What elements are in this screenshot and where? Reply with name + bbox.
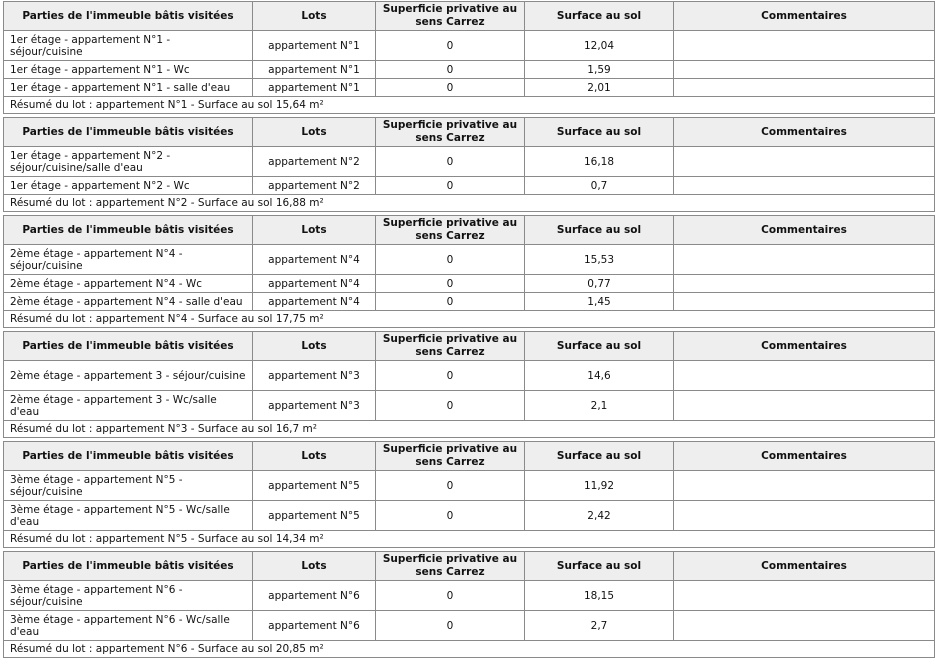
- lot-summary: Résumé du lot : appartement N°6 - Surface au sol 20,85 m²: [4, 641, 935, 658]
- lot-summary: Résumé du lot : appartement N°5 - Surface au sol 14,34 m²: [4, 531, 935, 548]
- summary-row: [4, 97, 935, 114]
- cell-surface-sol: 11,92: [525, 471, 674, 501]
- header-surface-sol: Surface au sol: [525, 216, 674, 245]
- cell-commentaire: [674, 581, 935, 611]
- lot-table: [3, 441, 935, 548]
- cell-lot: appartement N°4: [253, 293, 376, 311]
- table-row: [4, 471, 935, 501]
- cell-partie: 3ème étage - appartement N°5 - séjour/cuisine: [4, 471, 253, 501]
- cell-lot: appartement N°2: [253, 147, 376, 177]
- cell-carrez: 0: [376, 471, 525, 501]
- cell-carrez: 0: [376, 391, 525, 421]
- cell-partie: 2ème étage - appartement N°4 - séjour/cuisine: [4, 245, 253, 275]
- header-parties: Parties de l'immeuble bâtis visitées: [4, 442, 253, 471]
- summary-row: [4, 195, 935, 212]
- cell-carrez: 0: [376, 245, 525, 275]
- header-commentaires: Commentaires: [674, 118, 935, 147]
- cell-partie: 2ème étage - appartement N°4 - Wc: [4, 275, 253, 293]
- table-row: [4, 361, 935, 391]
- cell-surface-sol: 15,53: [525, 245, 674, 275]
- cell-commentaire: [674, 391, 935, 421]
- cell-partie: 1er étage - appartement N°2 - Wc: [4, 177, 253, 195]
- cell-lot: appartement N°3: [253, 391, 376, 421]
- header-surface-sol: Surface au sol: [525, 2, 674, 31]
- cell-surface-sol: 2,01: [525, 79, 674, 97]
- header-lots: Lots: [253, 118, 376, 147]
- header-lots: Lots: [253, 2, 376, 31]
- cell-surface-sol: 1,59: [525, 61, 674, 79]
- cell-lot: appartement N°4: [253, 275, 376, 293]
- header-lots: Lots: [253, 332, 376, 361]
- header-commentaires: Commentaires: [674, 2, 935, 31]
- lot-table: [3, 1, 935, 114]
- table-row: [4, 79, 935, 97]
- header-commentaires: Commentaires: [674, 552, 935, 581]
- table-row: [4, 147, 935, 177]
- lot-summary: Résumé du lot : appartement N°4 - Surface au sol 17,75 m²: [4, 311, 935, 328]
- cell-surface-sol: 18,15: [525, 581, 674, 611]
- header-commentaires: Commentaires: [674, 216, 935, 245]
- cell-lot: appartement N°6: [253, 581, 376, 611]
- header-parties: Parties de l'immeuble bâtis visitées: [4, 2, 253, 31]
- cell-carrez: 0: [376, 275, 525, 293]
- cell-carrez: 0: [376, 31, 525, 61]
- cell-carrez: 0: [376, 79, 525, 97]
- header-surface-sol: Surface au sol: [525, 332, 674, 361]
- cell-commentaire: [674, 79, 935, 97]
- cell-commentaire: [674, 31, 935, 61]
- header-lots: Lots: [253, 442, 376, 471]
- header-lots: Lots: [253, 552, 376, 581]
- table-row: [4, 177, 935, 195]
- cell-carrez: 0: [376, 177, 525, 195]
- table-row: [4, 245, 935, 275]
- cell-carrez: 0: [376, 581, 525, 611]
- cell-partie: 3ème étage - appartement N°6 - Wc/salle d'eau: [4, 611, 253, 641]
- cell-partie: 1er étage - appartement N°1 - Wc: [4, 61, 253, 79]
- surface-tables: [3, 1, 934, 661]
- summary-row: [4, 641, 935, 658]
- header-carrez: Superficie privative au sens Carrez: [376, 2, 525, 31]
- cell-carrez: 0: [376, 147, 525, 177]
- lot-table: [3, 215, 935, 328]
- header-surface-sol: Surface au sol: [525, 118, 674, 147]
- cell-surface-sol: 2,7: [525, 611, 674, 641]
- cell-commentaire: [674, 275, 935, 293]
- cell-surface-sol: 1,45: [525, 293, 674, 311]
- table-row: [4, 31, 935, 61]
- cell-lot: appartement N°1: [253, 31, 376, 61]
- header-surface-sol: Surface au sol: [525, 442, 674, 471]
- lot-summary: Résumé du lot : appartement N°2 - Surface au sol 16,88 m²: [4, 195, 935, 212]
- cell-surface-sol: 16,18: [525, 147, 674, 177]
- table-row: [4, 293, 935, 311]
- table-row: [4, 611, 935, 641]
- cell-commentaire: [674, 61, 935, 79]
- cell-carrez: 0: [376, 293, 525, 311]
- cell-lot: appartement N°1: [253, 79, 376, 97]
- header-parties: Parties de l'immeuble bâtis visitées: [4, 216, 253, 245]
- cell-carrez: 0: [376, 611, 525, 641]
- table-header-row: [4, 332, 935, 361]
- cell-partie: 1er étage - appartement N°2 - séjour/cuisine/salle d'eau: [4, 147, 253, 177]
- cell-surface-sol: 14,6: [525, 361, 674, 391]
- table-row: [4, 275, 935, 293]
- table-header-row: [4, 2, 935, 31]
- cell-commentaire: [674, 177, 935, 195]
- cell-commentaire: [674, 471, 935, 501]
- summary-row: [4, 421, 935, 438]
- summary-row: [4, 311, 935, 328]
- cell-carrez: 0: [376, 361, 525, 391]
- table-header-row: [4, 442, 935, 471]
- lot-summary: Résumé du lot : appartement N°1 - Surface au sol 15,64 m²: [4, 97, 935, 114]
- cell-lot: appartement N°2: [253, 177, 376, 195]
- cell-partie: 1er étage - appartement N°1 - salle d'eau: [4, 79, 253, 97]
- header-carrez: Superficie privative au sens Carrez: [376, 442, 525, 471]
- header-commentaires: Commentaires: [674, 442, 935, 471]
- lot-table: [3, 117, 935, 212]
- cell-lot: appartement N°4: [253, 245, 376, 275]
- summary-row: [4, 531, 935, 548]
- header-carrez: Superficie privative au sens Carrez: [376, 332, 525, 361]
- cell-lot: appartement N°3: [253, 361, 376, 391]
- cell-partie: 2ème étage - appartement N°4 - salle d'eau: [4, 293, 253, 311]
- cell-partie: 2ème étage - appartement 3 - Wc/salle d'eau: [4, 391, 253, 421]
- cell-commentaire: [674, 293, 935, 311]
- table-header-row: [4, 118, 935, 147]
- lot-table: [3, 331, 935, 438]
- cell-commentaire: [674, 245, 935, 275]
- cell-surface-sol: 0,77: [525, 275, 674, 293]
- cell-lot: appartement N°6: [253, 611, 376, 641]
- cell-surface-sol: 2,42: [525, 501, 674, 531]
- header-surface-sol: Surface au sol: [525, 552, 674, 581]
- cell-lot: appartement N°1: [253, 61, 376, 79]
- cell-lot: appartement N°5: [253, 501, 376, 531]
- cell-surface-sol: 0,7: [525, 177, 674, 195]
- cell-commentaire: [674, 501, 935, 531]
- header-parties: Parties de l'immeuble bâtis visitées: [4, 552, 253, 581]
- header-carrez: Superficie privative au sens Carrez: [376, 216, 525, 245]
- cell-surface-sol: 2,1: [525, 391, 674, 421]
- header-parties: Parties de l'immeuble bâtis visitées: [4, 332, 253, 361]
- cell-carrez: 0: [376, 501, 525, 531]
- cell-partie: 3ème étage - appartement N°5 - Wc/salle d'eau: [4, 501, 253, 531]
- header-lots: Lots: [253, 216, 376, 245]
- cell-surface-sol: 12,04: [525, 31, 674, 61]
- cell-partie: 1er étage - appartement N°1 - séjour/cuisine: [4, 31, 253, 61]
- cell-carrez: 0: [376, 61, 525, 79]
- header-carrez: Superficie privative au sens Carrez: [376, 552, 525, 581]
- table-row: [4, 391, 935, 421]
- cell-commentaire: [674, 147, 935, 177]
- cell-partie: 2ème étage - appartement 3 - séjour/cuisine: [4, 361, 253, 391]
- lot-table: [3, 551, 935, 658]
- cell-partie: 3ème étage - appartement N°6 - séjour/cuisine: [4, 581, 253, 611]
- header-parties: Parties de l'immeuble bâtis visitées: [4, 118, 253, 147]
- table-row: [4, 581, 935, 611]
- table-header-row: [4, 216, 935, 245]
- table-header-row: [4, 552, 935, 581]
- table-row: [4, 61, 935, 79]
- table-row: [4, 501, 935, 531]
- header-commentaires: Commentaires: [674, 332, 935, 361]
- header-carrez: Superficie privative au sens Carrez: [376, 118, 525, 147]
- lot-summary: Résumé du lot : appartement N°3 - Surface au sol 16,7 m²: [4, 421, 935, 438]
- cell-commentaire: [674, 361, 935, 391]
- cell-lot: appartement N°5: [253, 471, 376, 501]
- cell-commentaire: [674, 611, 935, 641]
